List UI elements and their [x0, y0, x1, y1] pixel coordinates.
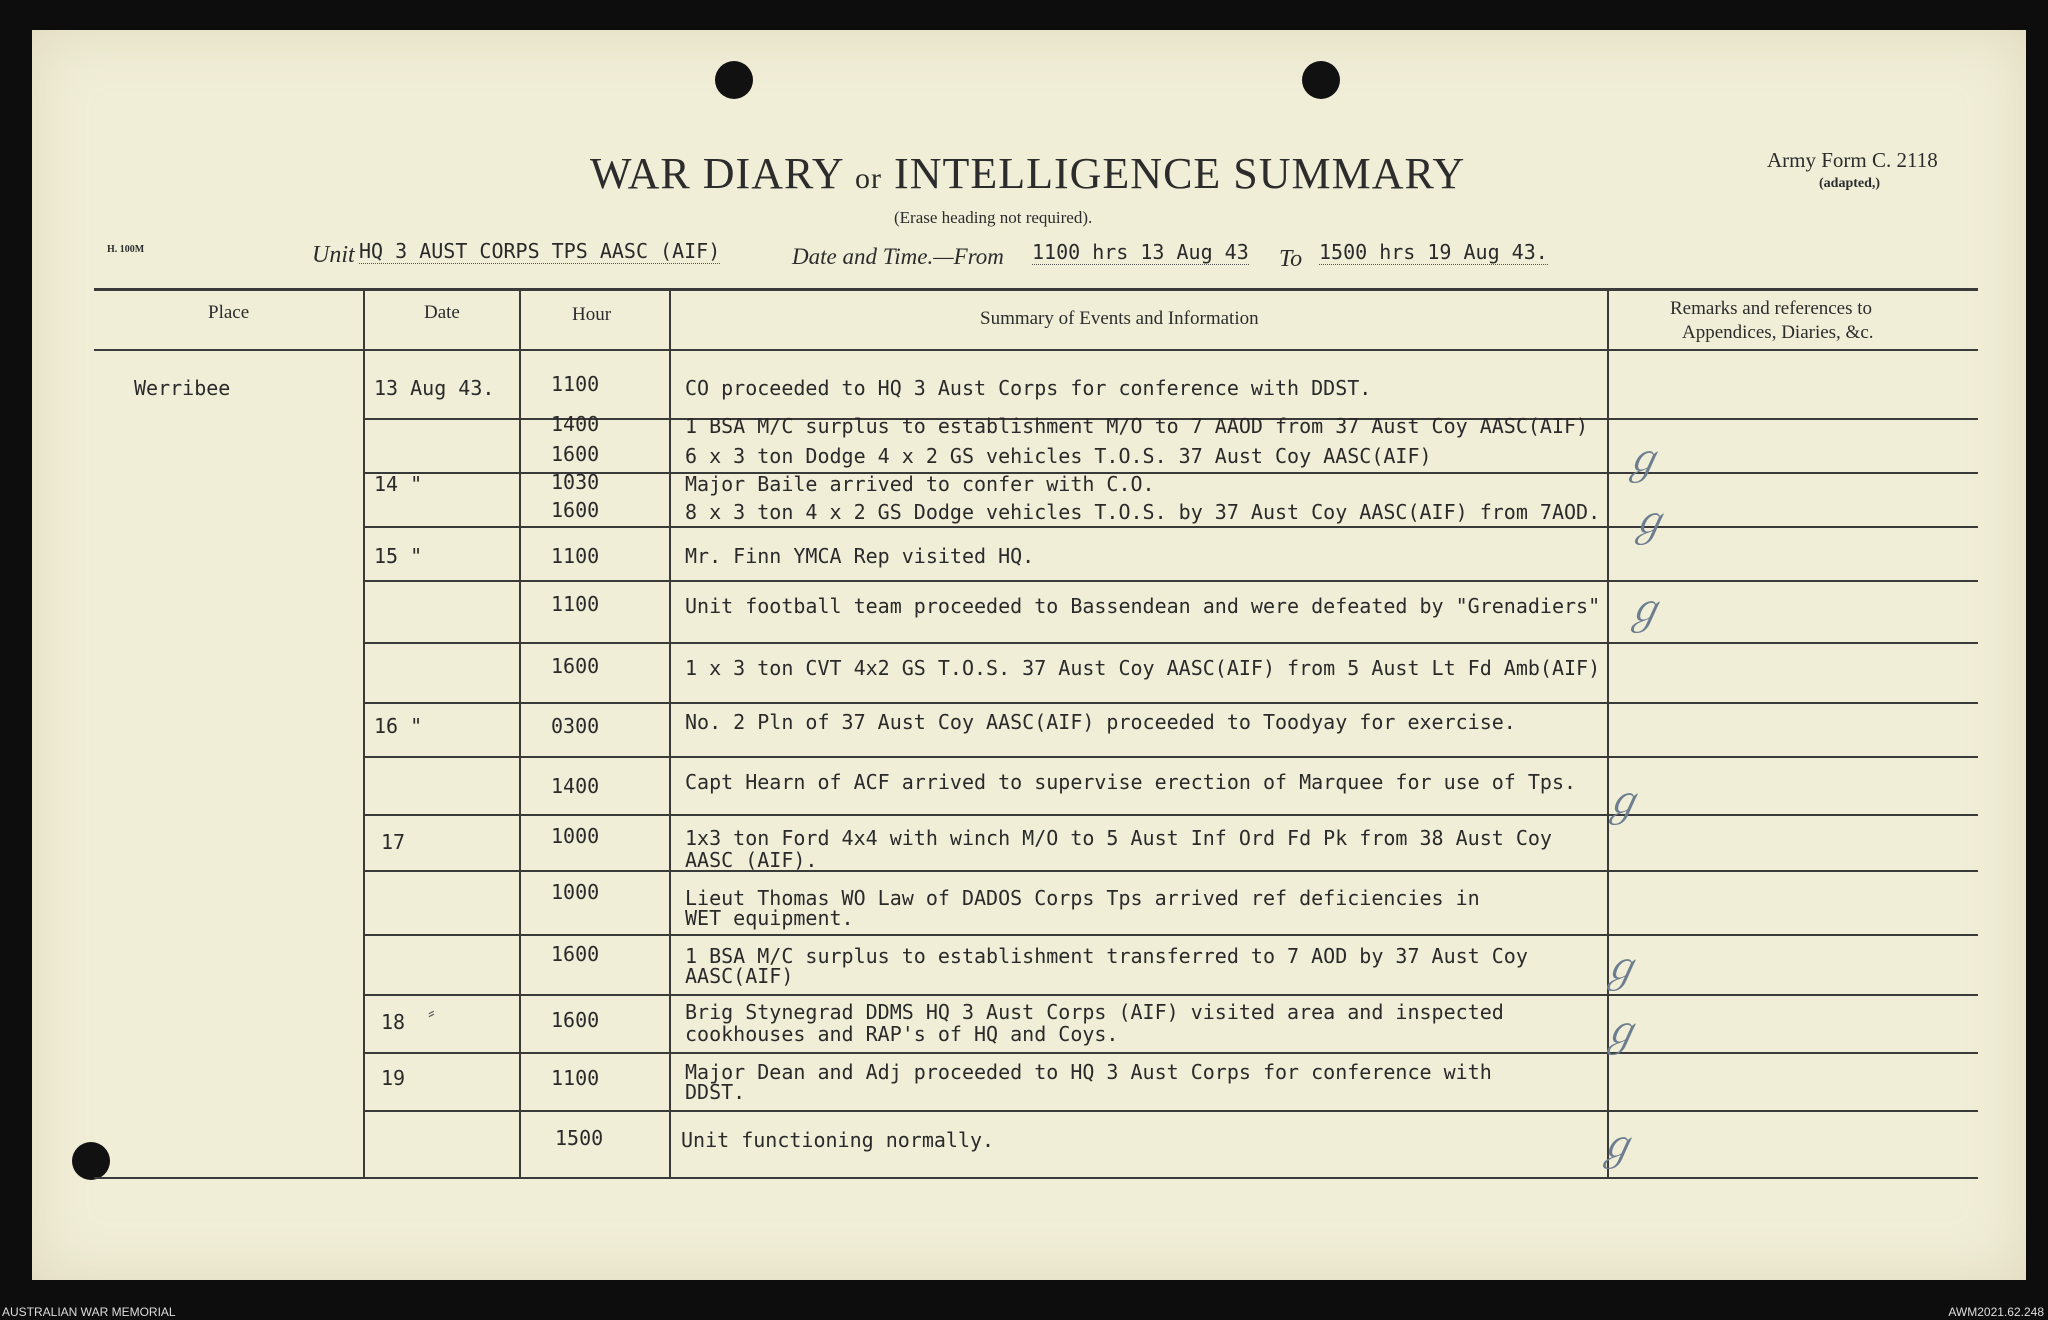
form-note: (adapted,)	[1819, 176, 1881, 191]
handwritten-initial: ℊ	[1600, 1009, 1640, 1055]
row-hour: 1600	[551, 442, 600, 466]
row-divider	[363, 994, 1978, 996]
row-summary: 8 x 3 ton 4 x 2 GS Dodge vehicles T.O.S. by 37 Aust Coy AASC(AIF) from 7AOD.	[685, 500, 1601, 524]
row-hour: 1100	[551, 372, 600, 396]
to-value: 1500 hrs 19 Aug 43.	[1319, 240, 1548, 264]
row-divider	[363, 472, 1978, 474]
column-divider-hour	[669, 288, 671, 1179]
footer-accession: AWM2021.62.248	[1948, 1305, 2044, 1319]
column-header-hour: Hour	[572, 304, 612, 325]
row-divider	[363, 580, 1978, 582]
row-summary: Brig Stynegrad DDMS HQ 3 Aust Corps (AIF) visited area and inspected	[685, 1000, 1504, 1024]
handwritten-initial: ℊ	[1596, 1123, 1636, 1169]
handwritten-initial: ℊ	[1624, 587, 1664, 633]
row-summary: Major Baile arrived to confer with C.O.	[685, 472, 1155, 496]
title-or: or	[855, 162, 883, 195]
column-divider-place	[363, 288, 365, 1179]
row-hour: 1100	[551, 1066, 600, 1090]
handwritten-initial: ℊ	[1600, 945, 1640, 991]
row-summary-continued: AASC(AIF)	[685, 964, 794, 988]
row-hour: 1000	[551, 880, 600, 904]
table-header-rule	[94, 349, 1978, 351]
table-bottom-rule	[94, 1177, 1978, 1179]
row-summary: 1x3 ton Ford 4x4 with winch M/O to 5 Aust Inf Ord Fd Pk from 38 Aust Coy	[685, 826, 1552, 850]
row-hour: 1600	[551, 498, 600, 522]
row-date: 18	[381, 1010, 406, 1034]
row-hour: 1100	[551, 592, 600, 616]
row-hour: 1600	[551, 1008, 600, 1032]
row-hour: 1100	[551, 544, 600, 568]
row-summary: 1 BSA M/C surplus to establishment transferred to 7 AOD by 37 Aust Coy	[685, 944, 1528, 968]
row-place: Werribee	[134, 376, 231, 400]
row-divider	[363, 756, 1978, 758]
row-hour: 1030	[551, 470, 600, 494]
date-time-label: Date and Time.—From	[792, 244, 1004, 269]
title-war-diary: WAR DIARY	[590, 149, 844, 198]
title-intelligence-summary: INTELLIGENCE SUMMARY	[894, 149, 1466, 198]
date-ditto-mark: ⸗	[428, 1002, 435, 1024]
row-summary: Unit functioning normally.	[681, 1128, 995, 1152]
row-summary: 6 x 3 ton Dodge 4 x 2 GS vehicles T.O.S. 37 Aust Coy AASC(AIF)	[685, 444, 1432, 468]
punch-hole-right	[1302, 61, 1340, 99]
row-hour: 0300	[551, 714, 600, 738]
row-summary: Lieut Thomas WO Law of DADOS Corps Tps arrived ref deficiencies in	[685, 886, 1480, 910]
row-divider	[363, 642, 1978, 644]
column-divider-date	[519, 288, 521, 1179]
row-date: 19	[381, 1066, 406, 1090]
row-summary: 1 x 3 ton CVT 4x2 GS T.O.S. 37 Aust Coy AASC(AIF) from 5 Aust Lt Fd Amb(AIF)	[685, 656, 1601, 680]
row-summary: CO proceeded to HQ 3 Aust Corps for conference with DDST.	[685, 376, 1372, 400]
row-summary: Major Dean and Adj proceeded to HQ 3 Aust Corps for conference with	[685, 1060, 1492, 1084]
row-hour: 1000	[551, 824, 600, 848]
erase-note: (Erase heading not required).	[894, 208, 1093, 227]
form-title	[590, 148, 1465, 199]
row-hour: 1400	[551, 774, 600, 798]
handwritten-initial: ℊ	[1628, 499, 1668, 545]
row-divider	[363, 814, 1978, 816]
to-label: To	[1279, 246, 1303, 272]
column-header-remarks-line1: Remarks and references to	[1670, 298, 1873, 319]
footer-source: AUSTRALIAN WAR MEMORIAL	[2, 1305, 176, 1319]
punch-hole-bottom	[72, 1142, 110, 1180]
row-summary: Unit football team proceeded to Bassendean and were defeated by "Grenadiers"	[685, 594, 1601, 618]
form-code: H. 100M	[107, 244, 145, 255]
row-divider	[363, 702, 1978, 704]
diary-sheet	[32, 30, 2026, 1280]
row-date: 15 "	[374, 544, 423, 568]
table-top-rule	[94, 288, 1978, 291]
form-name: Army Form C. 2118	[1767, 148, 1938, 172]
from-value: 1100 hrs 13 Aug 43	[1032, 240, 1249, 264]
row-summary: Mr. Finn YMCA Rep visited HQ.	[685, 544, 1035, 568]
row-hour: 1500	[555, 1126, 604, 1150]
unit-value: HQ 3 AUST CORPS TPS AASC (AIF)	[359, 239, 721, 263]
row-summary: Capt Hearn of ACF arrived to supervise erection of Marquee for use of Tps.	[685, 770, 1577, 794]
column-header-remarks-line2: Appendices, Diaries, &c.	[1682, 322, 1874, 343]
row-summary-continued: cookhouses and RAP's of HQ and Coys.	[685, 1022, 1119, 1046]
row-divider	[363, 870, 1978, 872]
row-date: 17	[381, 830, 406, 854]
column-header-summary: Summary of Events and Information	[980, 308, 1259, 329]
row-divider	[363, 1110, 1978, 1112]
row-divider	[363, 934, 1978, 936]
row-hour: 1400	[551, 412, 600, 436]
row-hour: 1600	[551, 654, 600, 678]
row-summary-continued: DDST.	[685, 1080, 746, 1104]
row-summary: 1 BSA M/C surplus to establishment M/O to 7 AAOD from 37 Aust Coy AASC(AIF)	[685, 414, 1589, 438]
unit-label: Unit	[312, 242, 355, 268]
row-divider	[363, 526, 1978, 528]
handwritten-initial: ℊ	[1602, 779, 1642, 825]
row-divider	[363, 1052, 1978, 1054]
column-header-date: Date	[424, 302, 460, 323]
row-summary: No. 2 Pln of 37 Aust Coy AASC(AIF) proceeded to Toodyay for exercise.	[685, 710, 1516, 734]
row-hour: 1600	[551, 942, 600, 966]
column-header-place: Place	[208, 302, 250, 323]
row-date: 16 "	[374, 714, 423, 738]
row-date: 14 "	[374, 472, 423, 496]
handwritten-initial: ℊ	[1622, 437, 1662, 483]
row-date: 13 Aug 43.	[374, 376, 495, 400]
row-summary-continued: WET equipment.	[685, 906, 854, 930]
punch-hole-left	[715, 61, 753, 99]
row-summary-continued: AASC (AIF).	[685, 848, 818, 872]
